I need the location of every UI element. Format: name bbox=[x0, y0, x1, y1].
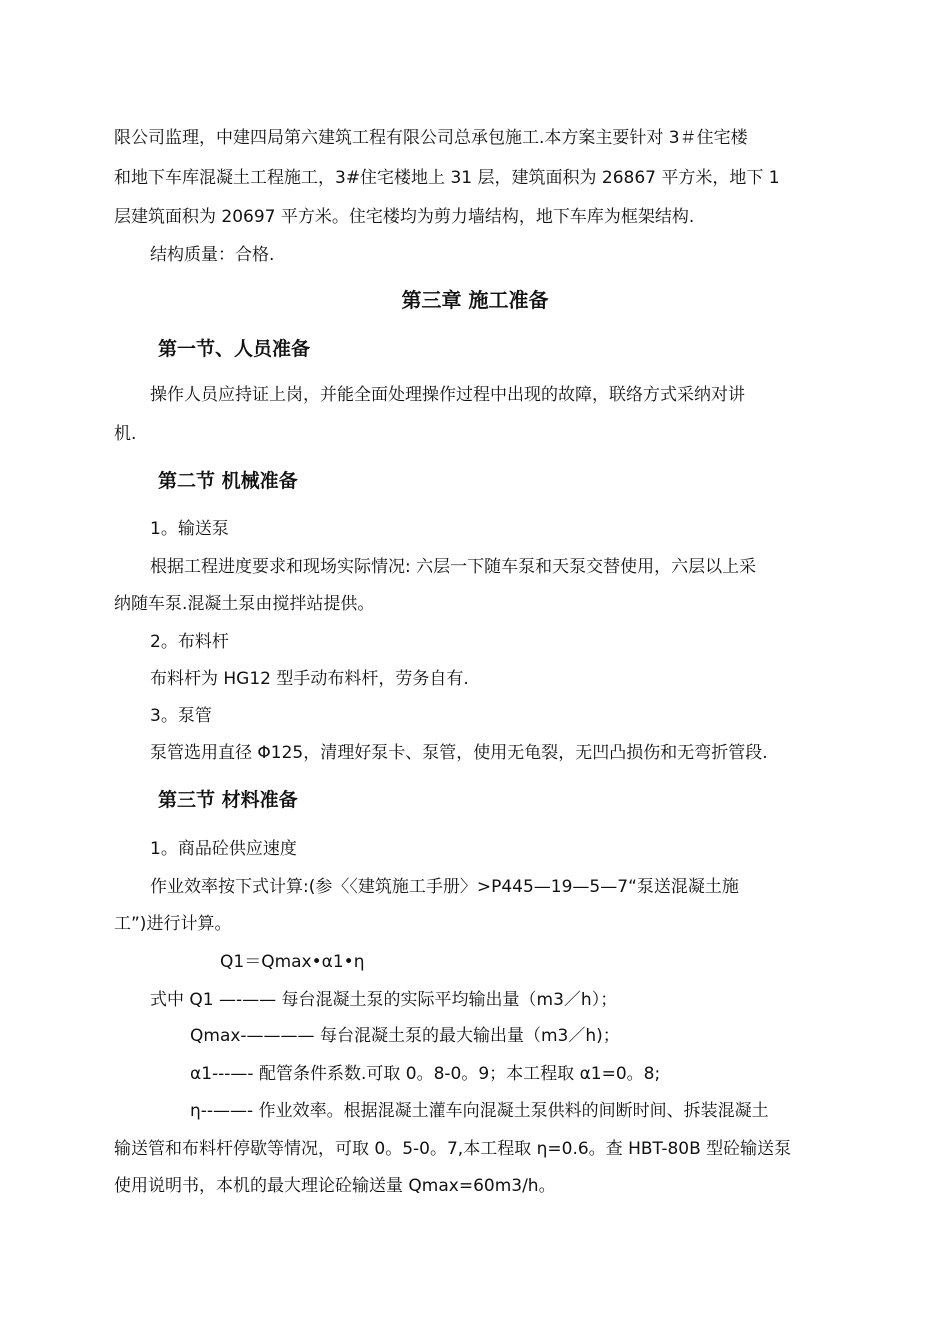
personnel-line-1: 操作人员应持证上岗，并能全面处理操作过程中出现的故障，联络方式采纳对讲 bbox=[150, 385, 745, 405]
formula-line: Q1＝Qmax•α1•η bbox=[220, 952, 365, 972]
section-materials-title: 第三节 材料准备 bbox=[158, 789, 298, 811]
formula-def-eta-2: 输送管和布料杆停歇等情况，可取 0。5-0。7,本工程取 η=0.6。查 HBT-80B 型砼输送泵 bbox=[114, 1139, 792, 1159]
machinery-line-pipe: 泵管选用直径 Φ125，清理好泵卡、泵管，使用无龟裂，无凹凸损伤和无弯折管段. bbox=[150, 743, 768, 763]
machinery-line-pump-2: 纳随车泵.混凝土泵由搅拌站提供。 bbox=[114, 594, 375, 614]
intro-line-2: 和地下车库混凝土工程施工，3#住宅楼地上 31 层，建筑面积为 26867 平方米，地下 1 bbox=[114, 168, 780, 188]
machinery-item-pump: 1。输送泵 bbox=[150, 519, 229, 539]
materials-line-1: 作业效率按下式计算:(参〈〈建筑施工手册〉>P445—19—5—7“泵送混凝土施 bbox=[150, 877, 739, 897]
machinery-item-pipe: 3。泵管 bbox=[150, 706, 212, 726]
machinery-item-boom: 2。布料杆 bbox=[150, 632, 229, 652]
formula-def-eta-1: η--——- 作业效率。根据混凝土灌车向混凝土泵供料的间断时间、拆装混凝土 bbox=[190, 1101, 769, 1121]
formula-def-alpha1: α1---—- 配管条件系数.可取 0。8-0。9；本工程取 α1=0。8; bbox=[190, 1064, 661, 1084]
materials-line-2: 工”)进行计算。 bbox=[114, 914, 232, 934]
formula-def-q1: 式中 Q1 —-—— 每台混凝土泵的实际平均输出量（m3／h）； bbox=[150, 990, 618, 1010]
formula-def-qmax: Qmax-———— 每台混凝土泵的最大输出量（m3／h)； bbox=[190, 1026, 620, 1046]
machinery-line-boom: 布料杆为 HG12 型手动布料杆，劳务自有. bbox=[150, 669, 469, 689]
section-machinery-title: 第二节 机械准备 bbox=[158, 470, 298, 492]
machinery-line-pump-1: 根据工程进度要求和现场实际情况: 六层一下随车泵和天泵交替使用，六层以上采 bbox=[150, 557, 757, 577]
formula-def-eta-3: 使用说明书，本机的最大理论砼输送量 Qmax=60m3/h。 bbox=[114, 1176, 556, 1196]
chapter-title: 第三章 施工准备 bbox=[401, 288, 549, 312]
quality-line: 结构质量：合格. bbox=[150, 245, 275, 265]
intro-line-1: 限公司监理，中建四局第六建筑工程有限公司总承包施工.本方案主要针对 3＃住宅楼 bbox=[114, 128, 748, 148]
personnel-line-2: 机. bbox=[114, 424, 137, 444]
section-personnel-title: 第一节、人员准备 bbox=[158, 338, 311, 360]
intro-line-3: 层建筑面积为 20697 平方米。住宅楼均为剪力墙结构，地下车库为框架结构. bbox=[114, 207, 695, 227]
materials-item-concrete: 1。商品砼供应速度 bbox=[150, 839, 297, 859]
